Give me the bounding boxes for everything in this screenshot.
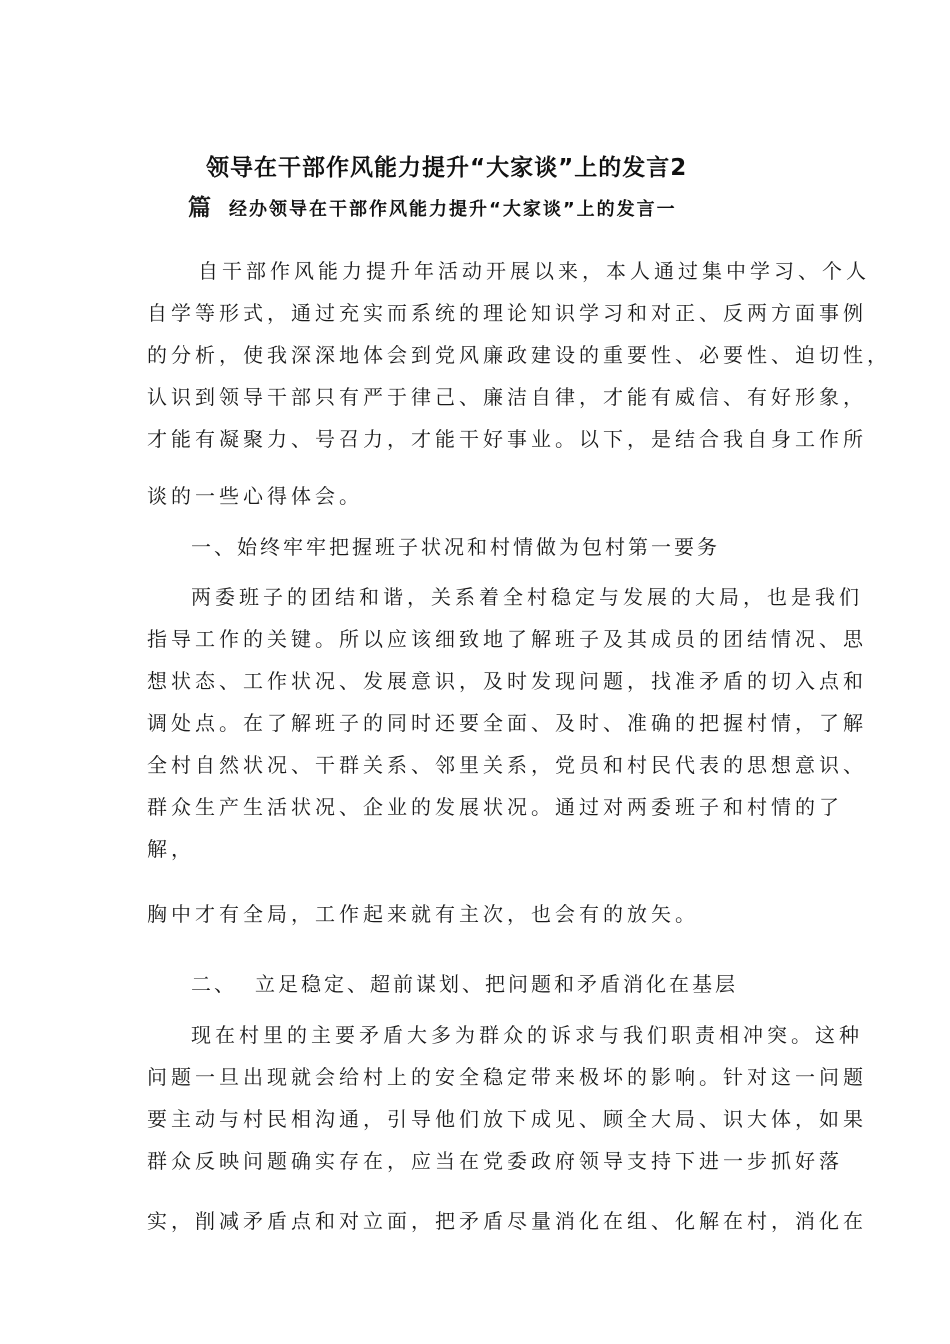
section-1-line-3: 想状态、工作状况、发展意识，及时发现问题，找准矛盾的切入点和 — [147, 669, 867, 693]
section-2-line-3: 要主动与村民相沟通，引导他们放下成见、顾全大局、识大体，如果 — [147, 1107, 867, 1131]
section-2-line-2: 问题一旦出现就会给村上的安全稳定带来极坏的影响。针对这一问题 — [147, 1065, 867, 1089]
section-2-line-4: 群众反映问题确实存在，应当在党委政府领导支持下进一步抓好落 — [147, 1149, 843, 1173]
section-1-heading: 一、始终牢牢把握班子状况和村情做为包村第一要务 — [191, 535, 720, 559]
document-subtitle-line — [188, 196, 677, 222]
section-1-line-8: 胸中才有全局，工作起来就有主次，也会有的放矢。 — [147, 902, 699, 926]
intro-line-4: 认识到领导干部只有严于律己、廉洁自律，才能有威信、有好形象， — [147, 385, 867, 409]
section-1-line-5: 全村自然状况、干群关系、邻里关系，党员和村民代表的思想意识、 — [147, 753, 867, 777]
section-2-heading — [191, 972, 738, 996]
document-title: 领导在干部作风能力提升“大家谈”上的发言2 — [206, 155, 688, 181]
section-1-line-6: 群众生产生活状况、企业的发展状况。通过对两委班子和村情的了 — [147, 795, 843, 819]
section-2-heading-number: 二、 — [191, 972, 237, 996]
intro-line-5: 才能有凝聚力、号召力，才能干好事业。以下，是结合我自身工作所 — [147, 427, 867, 451]
section-2-line-1: 现在村里的主要矛盾大多为群众的诉求与我们职责相冲突。这种 — [191, 1023, 863, 1047]
document-subtitle: 经办领导在干部作风能力提升“大家谈”上的发言一 — [229, 199, 677, 220]
intro-line-1: 自干部作风能力提升年活动开展以来，本人通过集中学习、个人 — [198, 259, 870, 283]
section-1-line-1: 两委班子的团结和谐，关系着全村稳定与发展的大局，也是我们 — [191, 585, 863, 609]
section-2-line-5: 实，削减矛盾点和对立面，把矛盾尽量消化在组、化解在村，消化在 — [147, 1209, 867, 1233]
section-1-line-2: 指导工作的关键。所以应该细致地了解班子及其成员的团结情况、思 — [147, 627, 867, 651]
intro-line-2: 自学等形式，通过充实而系统的理论知识学习和对正、反两方面事例 — [147, 301, 867, 325]
intro-line-3: 的分析，使我深深地体会到党风廉政建设的重要性、必要性、迫切性， — [147, 343, 891, 367]
intro-line-6: 谈的一些心得体会。 — [147, 484, 363, 508]
section-2-heading-text: 立足稳定、超前谋划、把问题和矛盾消化在基层 — [255, 972, 738, 996]
section-1-line-7: 解， — [147, 837, 195, 861]
title-continuation: 篇 — [188, 195, 215, 221]
section-1-line-4: 调处点。在了解班子的同时还要全面、及时、准确的把握村情，了解 — [147, 711, 867, 735]
